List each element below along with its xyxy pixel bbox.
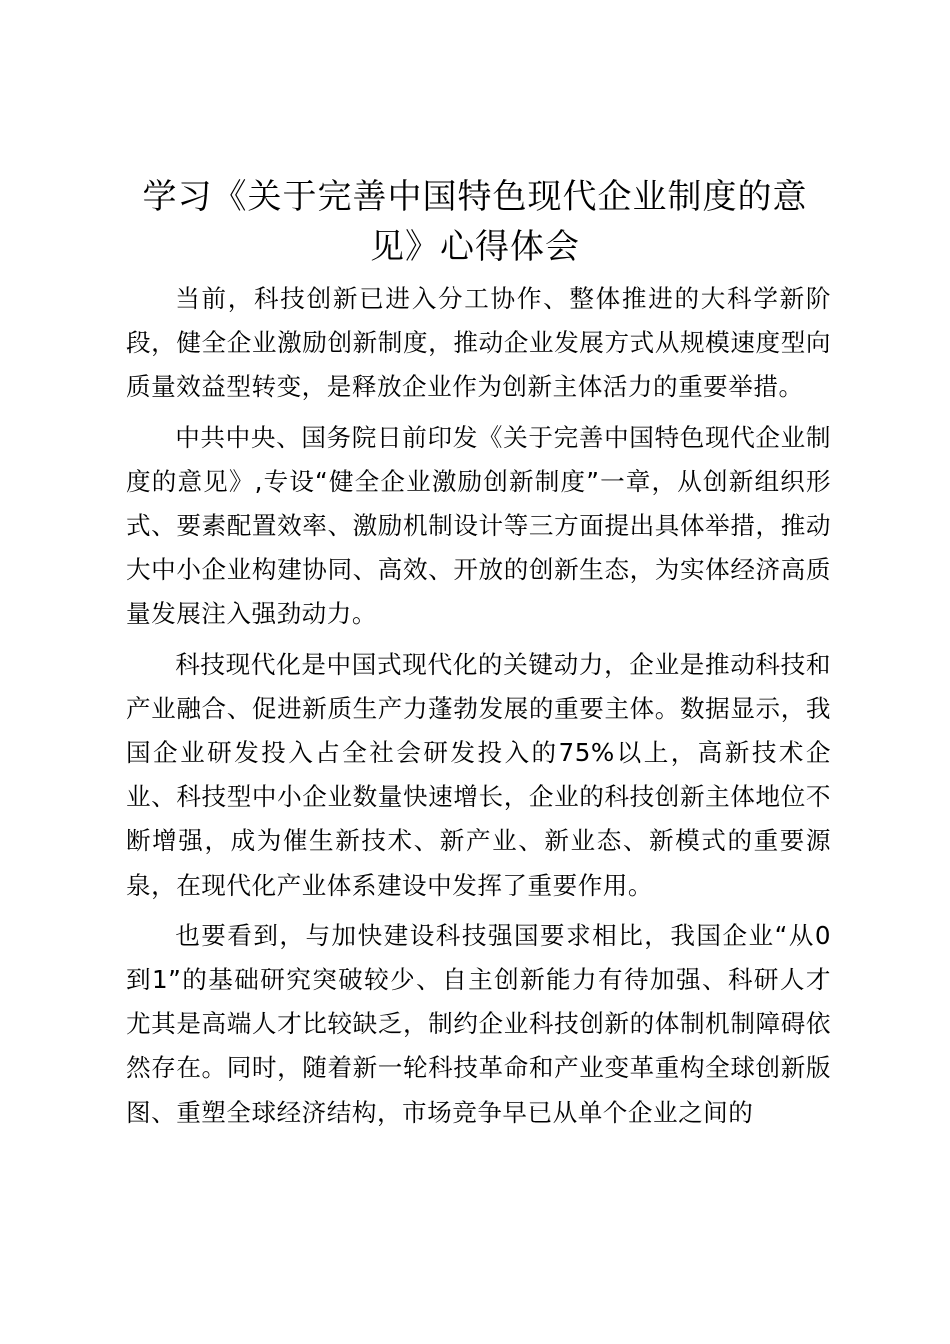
paragraph-4: 也要看到，与加快建设科技强国要求相比，我国企业“从0到1”的基础研究突破较少、自主创新能力有待加强、科研人才尤其是高端人才比较缺乏，制约企业科技创新的体制机制障碍依然存在。同时，随着新一轮科技革命和产业变革重构全球创新版图、重塑全球经济结构，市场竞争早已从单个企业之间的 — [126, 920, 831, 1127]
paragraph-1: 当前，科技创新已进入分工协作、整体推进的大科学新阶段，健全企业激励创新制度，推动企业发展方式从规模速度型向质量效益型转变，是释放企业作为创新主体活力的重要举措。 — [126, 284, 831, 402]
document-body — [126, 277, 831, 1141]
paragraph-2: 中共中央、国务院日前印发《关于完善中国特色现代企业制度的意见》,专设“健全企业激励创新制度”一章，从创新组织形式、要素配置效率、激励机制设计等三方面提出具体举措，推动大中小企业构建协同、高效、开放的创新生态，为实体经济高质量发展注入强劲动力。 — [126, 422, 831, 629]
document-title: 学习《关于完善中国特色现代企业制度的意见》心得体会 — [142, 177, 808, 267]
paragraph-3: 科技现代化是中国式现代化的关键动力，企业是推动科技和产业融合、促进新质生产力蓬勃发展的重要主体。数据显示，我国企业研发投入占全社会研发投入的75%以上，高新技术企业、科技型中小企业数量快速增长，企业的科技创新主体地位不断增强，成为催生新技术、新产业、新业态、新模式的重要源泉，在现代化产业体系建设中发挥了重要作用。 — [126, 649, 831, 900]
